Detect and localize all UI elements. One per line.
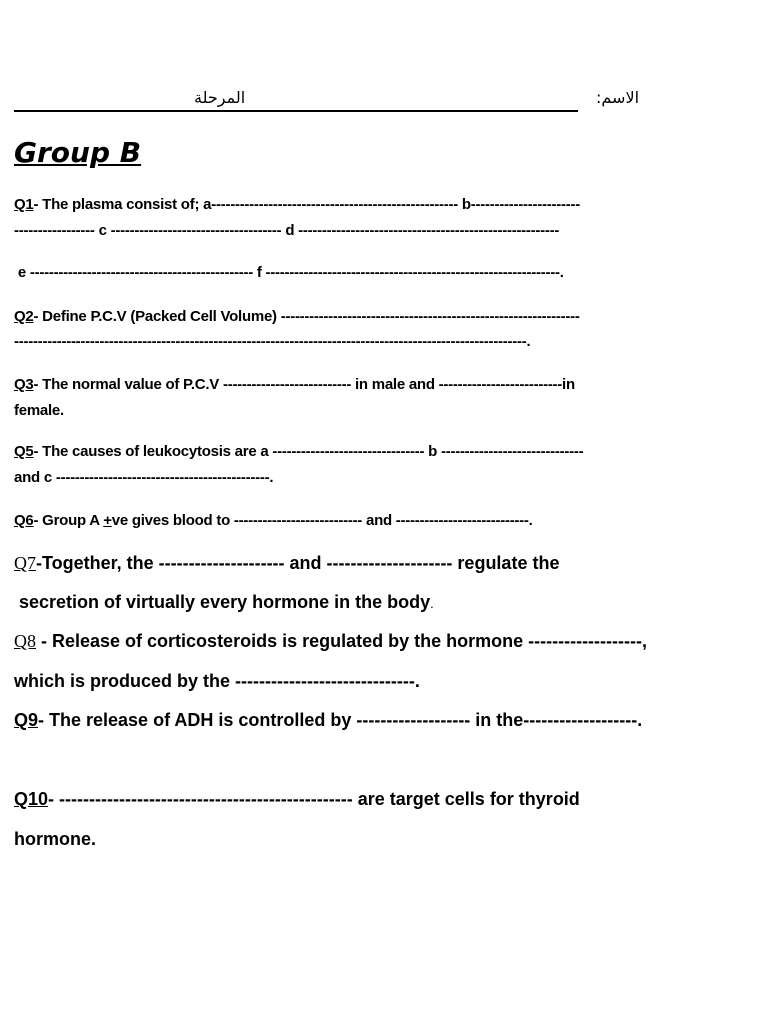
q1-text-1: - The plasma consist of; a---------------------------------------------------- b----------------------- <box>33 196 580 213</box>
name-underline <box>14 110 578 112</box>
q9-text-1: - The release of ADH is controlled by ------------------- in the-------------------. <box>38 710 643 730</box>
q5-text-1: - The causes of leukocytosis are a -------------------------------- b ------------------------------ <box>33 443 584 460</box>
q1-label: Q1 <box>14 196 34 213</box>
q3-text-1: - The normal value of P.C.V --------------------------- in male and --------------------------in <box>33 376 575 393</box>
q6-text-pre: - Group A <box>33 512 104 529</box>
q7-period: . <box>430 596 434 611</box>
q8-text-1: - Release of corticosteroids is regulated by the hormone -------------------, <box>36 631 648 651</box>
q6-label: Q6 <box>14 512 34 529</box>
q2-label: Q2 <box>14 308 34 325</box>
q6-plus-sign: + <box>103 512 112 529</box>
q5-line-2: and c ---------------------------------------------. <box>14 469 274 486</box>
q3-label: Q3 <box>14 376 34 393</box>
q1-line-2: ----------------- c ------------------------------------ d ------------------------------------------------------- <box>14 222 560 239</box>
stage-label: المرحلة <box>194 88 246 107</box>
page-title: Group B <box>14 136 142 169</box>
q8-line-2: which is produced by the ------------------------------. <box>14 671 420 691</box>
q6-line-1 <box>14 512 533 529</box>
q9-label: Q9 <box>14 710 39 730</box>
q1-line-1 <box>14 196 580 213</box>
q7-line-2 <box>14 592 434 613</box>
q5-label: Q5 <box>14 443 34 460</box>
q1-line-3: e ----------------------------------------------- f --------------------------------------------------------------. <box>14 264 564 281</box>
q10-label: Q10 <box>14 789 49 809</box>
q2-line-2: ------------------------------------------------------------------------------------------------------------. <box>14 333 531 350</box>
q10-line-2: hormone. <box>14 829 97 849</box>
q2-line-1 <box>14 308 580 325</box>
q7-text-1: -Together, the --------------------- and --------------------- regulate the <box>36 553 560 573</box>
q2-text-1: - Define P.C.V (Packed Cell Volume) --------------------------------------------------------------- <box>33 308 580 325</box>
q8-line-1 <box>14 631 647 652</box>
q5-line-1 <box>14 443 583 460</box>
q7-text-2: secretion of virtually every hormone in the body <box>14 592 431 612</box>
name-label: الاسم: <box>596 88 640 107</box>
q3-line-1 <box>14 376 575 393</box>
q7-label: Q7 <box>14 553 36 573</box>
q7-line-1 <box>14 553 559 574</box>
q8-label: Q8 <box>14 631 36 651</box>
q6-text-post: ve gives blood to --------------------------- and ----------------------------. <box>111 512 533 529</box>
q9-line-1 <box>14 710 642 731</box>
q3-line-2: female. <box>14 402 64 419</box>
q10-text-1: - ------------------------------------------------- are target cells for thyroid <box>48 789 580 809</box>
q10-line-1 <box>14 789 580 810</box>
